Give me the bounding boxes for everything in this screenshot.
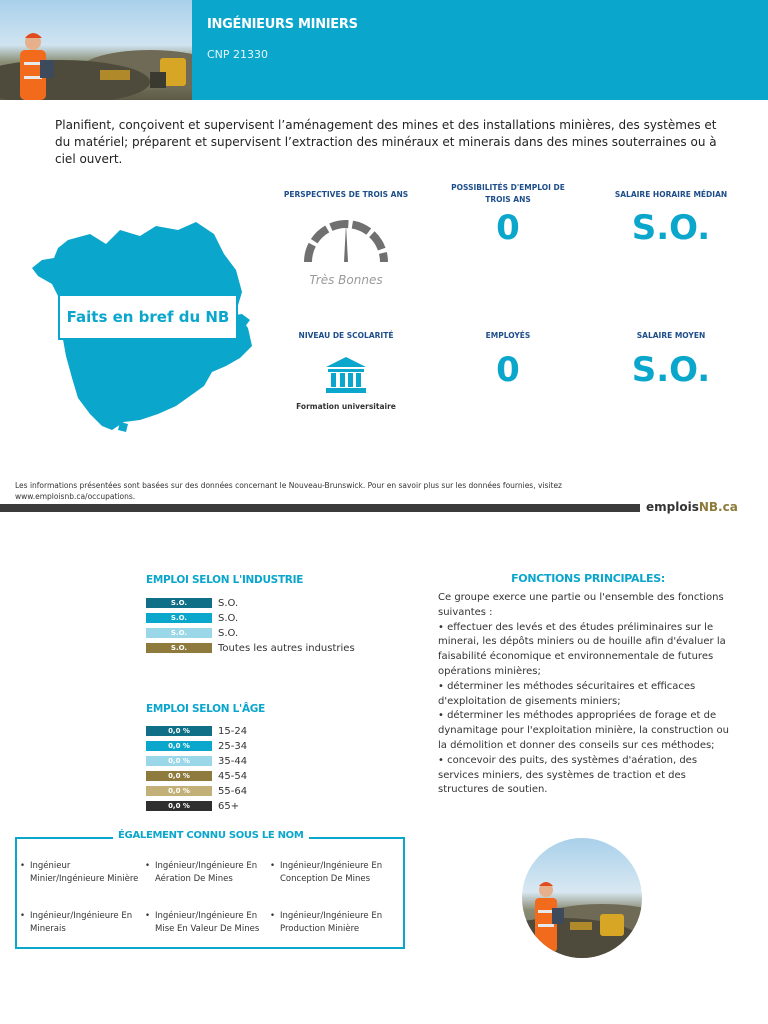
function-item: • effectuer des levés et des études préliminaires sur le minerai, les dépôts miniers ou de houille afin d'évaluer la faisabilité économique et environnementale de futures opérations minières; — [438, 621, 726, 677]
industry-label: S.O. — [218, 597, 239, 609]
page-title: INGÉNIEURS MINIERS — [207, 17, 358, 32]
age-title: EMPLOI SELON L'ÂGE — [146, 703, 265, 715]
map-label: Faits en bref du NB — [58, 294, 238, 340]
industry-label: Toutes les autres industries — [218, 642, 355, 654]
aka-item: • Ingénieur Minier/Ingénieure Minière — [20, 861, 139, 884]
industry-label: S.O. — [218, 612, 239, 624]
aka-item: • Ingénieur/Ingénieure En Aération De Mines — [145, 861, 258, 884]
industry-row — [146, 612, 238, 624]
age-swatch: 0,0 % — [146, 726, 212, 736]
industry-swatch: S.O. — [146, 613, 212, 623]
industry-swatch: S.O. — [146, 643, 212, 653]
aka-title: ÉGALEMENT CONNU SOUS LE NOM — [113, 830, 309, 841]
age-row — [146, 755, 247, 767]
functions-title: FONCTIONS PRINCIPALES: — [511, 572, 665, 585]
education-value: Formation universitaire — [296, 402, 396, 411]
data-note: Les informations présentées sont basées sur des données concernant le Nouveau-Brunswick. Pour en savoir plus sur les données fournies, visitez www.emploisnb.ca/occupations. — [15, 481, 562, 501]
aka-item: • Ingénieur/Ingénieure En Minerais — [20, 911, 133, 934]
avg-wage-heading: SALAIRE MOYEN — [636, 331, 706, 340]
job-openings-value: 0 — [496, 208, 520, 248]
header-photo — [0, 0, 192, 100]
aka-item: • Ingénieur/Ingénieure En Production Minière — [270, 911, 383, 934]
age-row — [146, 740, 247, 752]
industry-label: S.O. — [218, 627, 239, 639]
industry-swatch: S.O. — [146, 628, 212, 638]
functions-list — [438, 591, 738, 798]
age-swatch: 0,0 % — [146, 771, 212, 781]
age-swatch: 0,0 % — [146, 756, 212, 766]
employed-value: 0 — [496, 350, 520, 390]
outlook-gauge-icon — [300, 216, 392, 268]
age-swatch: 0,0 % — [146, 786, 212, 796]
university-icon — [324, 355, 368, 395]
age-label: 35-44 — [218, 755, 248, 767]
age-label: 65+ — [218, 800, 240, 812]
industry-title: EMPLOI SELON L'INDUSTRIE — [146, 574, 304, 586]
age-swatch: 0,0 % — [146, 801, 212, 811]
aka-item: • Ingénieur/Ingénieure En Conception De Mines — [270, 861, 383, 884]
education-heading: NIVEAU DE SCOLARITÉ — [298, 331, 394, 340]
age-label: 45-54 — [218, 770, 248, 782]
avg-wage-value: S.O. — [631, 350, 711, 390]
divider-bar — [0, 504, 640, 512]
employed-heading: EMPLOYÉS — [485, 331, 531, 340]
age-label: 15-24 — [218, 725, 248, 737]
function-item: • déterminer les méthodes appropriées de forage et de dynamitage pour l'exploitation minière, la construction ou la démolition et donner des conseils sur ces méthodes; — [438, 710, 729, 751]
industry-row — [146, 627, 238, 639]
age-row — [146, 725, 247, 737]
function-item: • déterminer les méthodes sécuritaires et efficaces d'exploitation de gisements miniers; — [438, 680, 696, 707]
outlook-value: Très Bonnes — [309, 273, 383, 287]
worker-photo — [522, 838, 642, 958]
median-wage-heading: SALAIRE HORAIRE MÉDIAN — [614, 190, 728, 199]
age-label: 25-34 — [218, 740, 248, 752]
age-swatch: 0,0 % — [146, 741, 212, 751]
functions-intro: Ce groupe exerce une partie ou l'ensemble des fonctions suivantes : — [438, 592, 724, 618]
median-wage-value: S.O. — [631, 208, 711, 248]
intro-text: Planifient, conçoivent et supervisent l’aménagement des mines et des installations minières, des systèmes et du matériel; préparent et supervisent l’extraction des minéraux et minerais dans des mines souterraines ou à ciel ouvert. — [55, 118, 717, 166]
age-row — [146, 770, 247, 782]
aka-item: • Ingénieur/Ingénieure En Mise En Valeur De Mines — [145, 911, 260, 934]
brand-logo: emploisNB.ca — [646, 500, 738, 514]
age-row — [146, 785, 247, 797]
noc-code: CNP 21330 — [207, 48, 269, 61]
industry-swatch: S.O. — [146, 598, 212, 608]
age-row — [146, 800, 239, 812]
header-band — [192, 0, 768, 100]
industry-row — [146, 642, 355, 654]
job-openings-heading: POSSIBILITÉS D'EMPLOI DE TROIS ANS — [451, 183, 565, 204]
industry-row — [146, 597, 238, 609]
outlook-heading: PERSPECTIVES DE TROIS ANS — [283, 190, 409, 199]
function-item: • concevoir des puits, des systèmes d'aération, des services miniers, des systèmes de traction et des structures de soutien. — [438, 754, 698, 796]
age-label: 55-64 — [218, 785, 248, 797]
